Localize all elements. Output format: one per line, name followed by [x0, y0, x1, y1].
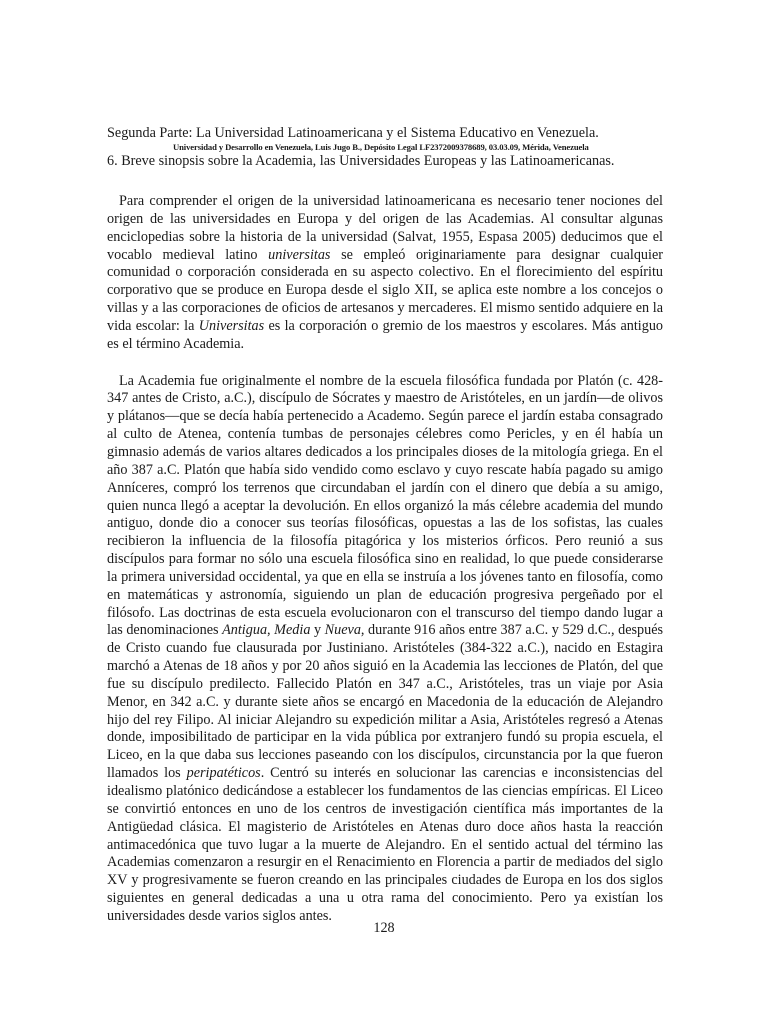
body-paragraph-2 [107, 373, 663, 926]
italic-term: Nueva [324, 622, 361, 639]
text-run: La Academia fue originalmente el nombre de la escuela filosófica fundada por Platón (c. 428-347 antes de Cristo, a.C.), discípulo de Sócrates y maestro de Aristóteles, en un jardín—de olivos y plátanos—que se decía había pertenecido a Academo. Según parece el jardín estaba consagrado al culto de Atenea, contenía tumbas de personajes célebres como Pericles, y en él había un gimnasio además de varios altares dedicados a los principales dioses de la mitología griega. En el año 387 a.C. Platón que había sido vendido como esclavo y cuyo rescate había pagado su amigo Anníceres, compró los terrenos que circundaban el jardín con el dinero que debía a su amigo, quien nunca llegó a aceptar la devolución. En ellos organizó la más célebre academia del mundo antiguo, donde dio a conocer sus teorías filosóficas, opuestas a las de los sofistas, las cuales recibieron la influencia de la filosofía pitagórica y los misterios órficos. Pero reunió a sus discípulos para formar no sólo una escuela filosófica sino en realidad, lo que puede considerarse la primera universidad occidental, ya que en ella se instruía a los jóvenes tanto en filosofía, como en matemáticas y astronomía, siguiendo un plan de educación progresiva pergeñado por el filósofo. Las doctrinas de esta escuela evolucionaron con el transcurso del tiempo dando lugar a las denominaciones [107, 372, 663, 639]
provenance-line: Universidad y Desarrollo en Venezuela, Luis Jugo B., Depósito Legal LF2372009378689, 03.03.09, Mérida, Venezuela [173, 142, 589, 152]
text-run: es la corporación o gremio de los maestros y escolares. Más antiguo es el término Academia. [107, 317, 664, 352]
section-title: 6. Breve sinopsis sobre la Academia, las Universidades Europeas y las Latinoamericanas. [107, 153, 615, 169]
document-page [107, 125, 663, 945]
text-run: . Centró su interés en solucionar las carencias e inconsistencias del idealismo platónico dedicándose a establecer los fundamentos de las ciencias empíricas. El Liceo se convirtió entonces en uno de los centros de investigación científica más importantes de la Antigüedad clásica. El magisterio de Aristóteles en Atenas duro doce años hasta la reacción antimacedónica que tuvo lugar a la muerte de Alejandro. En el sentido actual del término las Academias comenzaron a resurgir en el Renacimiento en Florencia a partir de mediados del siglo XV y progresivamente se fueron creando en las principales ciudades de Europa en los dos siglos siguientes en general dedicadas a una u otra rama del conocimiento. Pero ya existían los universidades desde varios siglos antes. [107, 765, 664, 924]
italic-term: Universitas [198, 317, 265, 334]
text-run: , durante 916 años entre 387 a.C. y 529 d.C., después de Cristo cuando fue clausurada por Justiniano. Aristóteles (384-322 a.C.), nacido en Estagira marchó a Atenas de 18 años y por 20 años siguió en la Academia las lecciones de Platón, del que fue su discípulo predilecto. Fallecido Platón en 347 a.C., Aristóteles, tras un viaje por Asia Menor, en 342 a.C. y durante siete años se encargó en Macedonia de la educación de Alejandro hijo del rey Filipo. Al iniciar Alejandro su expedición militar a Asia, Aristóteles regresó a Atenas donde, imposibilitado de participar en la vida pública por extranjero fundó su propia escuela, el Liceo, en la que daba sus lecciones paseando con los discípulos, circunstancia por la que fueron llamados los [107, 622, 664, 782]
body-paragraph-1 [107, 193, 663, 354]
text-run: Para comprender el origen de la universidad latinoamericana es necesario tener nociones del origen de las universidades en Europa y del origen de las Academias. Al consultar algunas enciclopedias sobre la historia de la universidad (Salvat, 1955, Espasa 2005) deducimos que el vocablo medieval latino [107, 193, 663, 263]
part-title: Segunda Parte: La Universidad Latinoamericana y el Sistema Educativo en Venezuela. [107, 125, 599, 141]
italic-term: peripatéticos [186, 765, 261, 782]
text-run: , [267, 622, 275, 639]
text-run: y [310, 622, 325, 639]
text-run: se empleó originariamente para designar cualquier comunidad o corporación considerada en su aspecto colectivo. En el florecimiento del espíritu corporativo que se produce en Europa desde el siglo XII, se aplica este nombre a los concejos o villas y a las corporaciones de oficios de artesanos y mercaderes. El mismo sentido adquiere en la vida escolar: la [107, 246, 663, 334]
italic-term: Antigua [222, 622, 268, 639]
italic-term: universitas [268, 246, 331, 263]
page-number: 128 [373, 920, 395, 936]
italic-term: Media [274, 622, 311, 639]
